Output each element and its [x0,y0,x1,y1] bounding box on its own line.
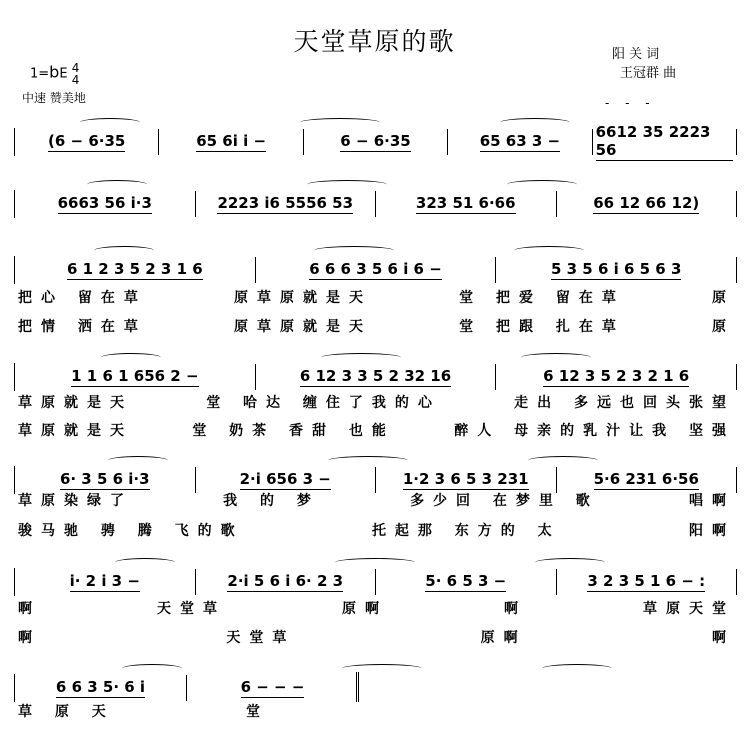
lyric-segment: 堂 奶茶 香甜 也能 [192,423,395,439]
slur-mark [542,664,612,673]
notation-line [14,256,737,284]
key-signature [30,62,79,86]
measure-notes: 6· 3 5 6 i·3 [59,470,150,488]
tempo-marking: 中速 赞美地 [22,91,86,105]
slur-mark [521,353,591,362]
key-tonic: E [59,66,68,82]
measure-notes: 65 6i i − [196,132,267,150]
slur-mark [122,664,182,673]
measure-notes: 6 12 3 3 5 2 32 16 [299,367,452,385]
slur-mark [115,558,175,567]
lyric-segment: 天堂草 [157,601,226,617]
lyric-segment: 阳啊 [689,523,735,539]
measure [15,569,196,595]
notation-line [14,568,737,596]
slur-mark [335,558,415,567]
measure-notes: i· 2 i 3 − [69,572,140,590]
lyric-segment: 原 [712,290,735,306]
final-barline [356,672,363,702]
slur-mark [514,246,584,255]
composer-credit: 王冠群 曲 [620,66,677,81]
slur-mark [528,456,598,465]
measure [448,129,592,155]
lyrics-line [18,420,735,440]
lyric-segment: 堂 哈达 缠住了我的心 [206,395,441,411]
slur-mark [314,246,394,255]
lyric-segment: 啊 [18,630,41,646]
measure-notes: 65 63 3 − [479,132,561,150]
lyric-segment: 草原染绿了 [18,493,133,509]
lyrics-line [18,287,735,307]
lyric-segment: 原啊 [480,630,527,646]
measure-notes: 2·i 656 3 − [239,470,331,488]
measure-notes: 6 6 3 5· 6 i [55,678,146,696]
lyric-segment: 草 原 天 [18,704,115,720]
measure [593,123,737,159]
lyric-segment: 堂 把跟 扎在草 [459,319,625,335]
slur-mark [535,558,605,567]
lyric-segment: 啊 [18,601,41,617]
measure [15,364,256,390]
notation-line [14,190,737,218]
slur-mark [328,456,408,465]
lyric-segment: 原草原就是天 [234,290,372,306]
measure-notes: 5·6 231 6·56 [593,470,699,488]
measure-notes: 66 12 66 12) [593,194,700,212]
measure-notes: 6612 35 2223 56 [596,123,733,161]
lyrics-line [18,520,735,540]
time-num: 4 [71,61,80,75]
lyric-segment: 啊 [504,601,527,617]
slur-mark [300,118,380,127]
measure [256,257,497,283]
measure-notes: 5 3 5 6 i 6 5 6 3 [550,260,682,278]
lyric-segment: 我 的 梦 [223,493,320,509]
lyric-segment: 把情 洒在草 [18,319,147,335]
lyric-segment: 啊 [711,630,735,646]
lyrics-line [18,627,735,647]
lyricist-credit: 阳 关 词 [612,47,660,62]
measure [196,191,377,217]
measure [15,129,159,155]
measure [159,129,303,155]
measure-notes: 1·2 3 6 5 3 231 [402,470,529,488]
lyric-segment: 原草原就是天 [234,319,372,335]
lyrics-line [18,598,735,618]
lyric-segment: 草原就是天 [18,423,133,439]
slur-mark [80,118,140,127]
measure [15,257,256,283]
lyric-segment: 走出 多远也回头张望 [514,395,735,411]
notation-line [14,674,359,702]
measure [256,364,497,390]
lyric-segment: 骏马驰 骋 腾 飞的歌 [18,523,244,539]
measure [304,129,448,155]
lyric-segment: 醉人 母亲的乳汁让我 坚强 [454,423,735,439]
key-prefix: 1= [30,66,50,82]
lyrics-line [18,701,269,721]
measure-notes: 1 1 6 1 656 2 − [71,367,199,385]
measure-notes: 2·i 5 6 i 6· 2 3 [227,572,344,590]
measure-notes: 6 − − − [240,678,305,696]
measure [15,191,196,217]
measure [376,191,557,217]
measure [557,191,738,217]
measure [196,569,377,595]
measure-notes: 6 12 3 5 2 3 2 1 6 [543,367,690,385]
lyrics-line [18,392,735,412]
notation-line [14,363,737,391]
measure-notes: (6 − 6·35 [48,132,126,150]
decorative-dashes: - - - [605,96,656,110]
measure-notes: 6 − 6·35 [340,132,411,150]
lyric-segment: 多少回 在梦里 歌 [410,493,599,509]
measure [15,675,187,701]
slur-mark [507,180,577,189]
lyric-segment: 堂 把爱 留在草 [459,290,625,306]
slur-mark [321,353,401,362]
lyric-segment: 唱啊 [688,493,735,509]
measure-notes: 2223 i6 5556 53 [217,194,354,212]
measure-notes: 6 6 6 3 5 6 i 6 − [309,260,442,278]
notation-line [14,123,737,159]
measure [496,364,737,390]
slur-mark [108,456,168,465]
lyric-segment: 草原天堂 [643,601,735,617]
measure [376,569,557,595]
lyric-segment: 堂 [246,704,269,720]
time-den: 4 [71,73,80,87]
lyrics-line [18,490,735,510]
lyric-segment: 原 [712,319,735,335]
slur-mark [500,118,570,127]
slur-mark [342,664,422,673]
slur-mark [94,246,154,255]
flat-sign: b [49,62,60,82]
measure-notes: 5· 6 5 3 − [425,572,507,590]
measure [187,675,359,701]
measure-notes: 3 2 3 5 1 6 − : [587,572,706,590]
measure-notes: 6663 56 i·3 [57,194,152,212]
lyric-segment: 原啊 [342,601,388,617]
measure-notes: 323 51 6·66 [415,194,516,212]
time-signature [72,62,80,86]
measure-notes: 6 1 2 3 5 2 3 1 6 [66,260,203,278]
measure [557,569,738,595]
slur-mark [87,180,147,189]
lyric-segment: 天堂草 [226,630,296,646]
slur-mark [307,180,387,189]
lyrics-line [18,316,735,336]
lyric-segment: 托起那 东方的 太 [371,523,561,539]
measure [496,257,737,283]
song-title: 天堂草原的歌 [293,27,456,56]
lyric-segment: 草原就是天 [18,395,133,411]
lyric-segment: 把心 留在草 [18,290,147,306]
slur-mark [101,353,161,362]
